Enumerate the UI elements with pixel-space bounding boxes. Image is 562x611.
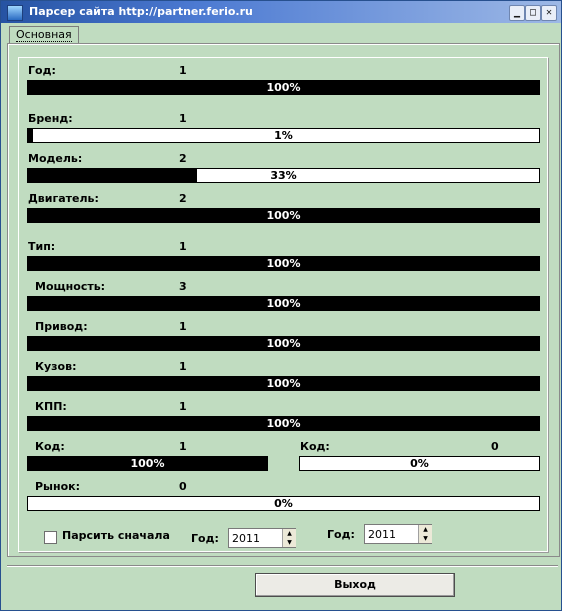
year-count: 1: [179, 64, 187, 77]
model-progress-text: 33%: [270, 169, 297, 182]
gearbox-count: 1: [179, 400, 187, 413]
year-from-label: Год:: [191, 532, 219, 545]
code-right-progress-bar: [299, 456, 540, 471]
engine-count: 2: [179, 192, 187, 205]
market-progress-text: 0%: [274, 497, 293, 510]
type-progress-text: 100%: [266, 257, 301, 270]
gearbox-label: КПП:: [35, 400, 67, 413]
market-label: Рынок:: [35, 480, 81, 493]
year-to-spin-buttons: [418, 525, 431, 543]
drive-progress-bar: [27, 336, 540, 351]
spin-up-icon[interactable]: ▲: [418, 525, 432, 535]
exit-button[interactable]: Выход: [255, 573, 455, 597]
footer-separator: [7, 565, 558, 567]
power-label: Мощность:: [35, 280, 106, 293]
year-from-value: 2011: [232, 532, 260, 545]
type-count: 1: [179, 240, 187, 253]
body-progress-text: 100%: [266, 377, 301, 390]
maximize-icon[interactable]: □: [525, 5, 541, 21]
model-progress-bar: [27, 168, 540, 183]
app-icon: [7, 5, 23, 21]
window-title: Парсер сайта http://partner.ferio.ru: [29, 5, 253, 18]
tab-main-label: Основная: [16, 28, 72, 41]
gearbox-progress-text: 100%: [266, 417, 301, 430]
code-left-label: Код:: [35, 440, 65, 453]
power-progress-text: 100%: [266, 297, 301, 310]
brand-progress-text: 1%: [274, 129, 293, 142]
spin-down-icon[interactable]: ▼: [418, 534, 432, 543]
engine-progress-bar: [27, 208, 540, 223]
year-to-value: 2011: [368, 528, 396, 541]
spin-down-icon[interactable]: ▼: [282, 538, 296, 547]
drive-progress-text: 100%: [266, 337, 301, 350]
code-right-count: 0: [491, 440, 499, 453]
market-count: 0: [179, 480, 187, 493]
code-left-progress-bar: [27, 456, 268, 471]
spin-up-icon[interactable]: ▲: [282, 529, 296, 539]
title-bar[interactable]: [1, 1, 561, 23]
code-left-count: 1: [179, 440, 187, 453]
engine-label: Двигатель:: [28, 192, 99, 205]
type-progress-bar: [27, 256, 540, 271]
market-progress-bar: [27, 496, 540, 511]
code-left-progress-text: 100%: [130, 457, 165, 470]
power-count: 3: [179, 280, 187, 293]
minimize-icon[interactable]: ▁: [509, 5, 525, 21]
type-label: Тип:: [28, 240, 56, 253]
code-right-progress-text: 0%: [410, 457, 429, 470]
power-progress-bar: [27, 296, 540, 311]
engine-progress-text: 100%: [266, 209, 301, 222]
parse-from-start-checkbox[interactable]: [44, 531, 57, 544]
code-right-label: Код:: [300, 440, 330, 453]
year-progress-bar: [27, 80, 540, 95]
model-label: Модель:: [28, 152, 83, 165]
drive-label: Привод:: [35, 320, 88, 333]
close-icon[interactable]: ✕: [541, 5, 557, 21]
year-from-spin-buttons: [282, 529, 295, 547]
body-label: Кузов:: [35, 360, 77, 373]
year-to-label: Год:: [327, 528, 355, 541]
brand-count: 1: [179, 112, 187, 125]
year-progress-text: 100%: [266, 81, 301, 94]
year-to-spinner[interactable]: [364, 524, 432, 544]
body-progress-bar: [27, 376, 540, 391]
model-count: 2: [179, 152, 187, 165]
brand-label: Бренд:: [28, 112, 73, 125]
body-count: 1: [179, 360, 187, 373]
parse-from-start-label: Парсить сначала: [62, 529, 170, 542]
year-from-spinner[interactable]: [228, 528, 296, 548]
tab-main[interactable]: [9, 26, 79, 44]
gearbox-progress-bar: [27, 416, 540, 431]
year-label: Год:: [28, 64, 56, 77]
brand-progress-bar: [27, 128, 540, 143]
drive-count: 1: [179, 320, 187, 333]
